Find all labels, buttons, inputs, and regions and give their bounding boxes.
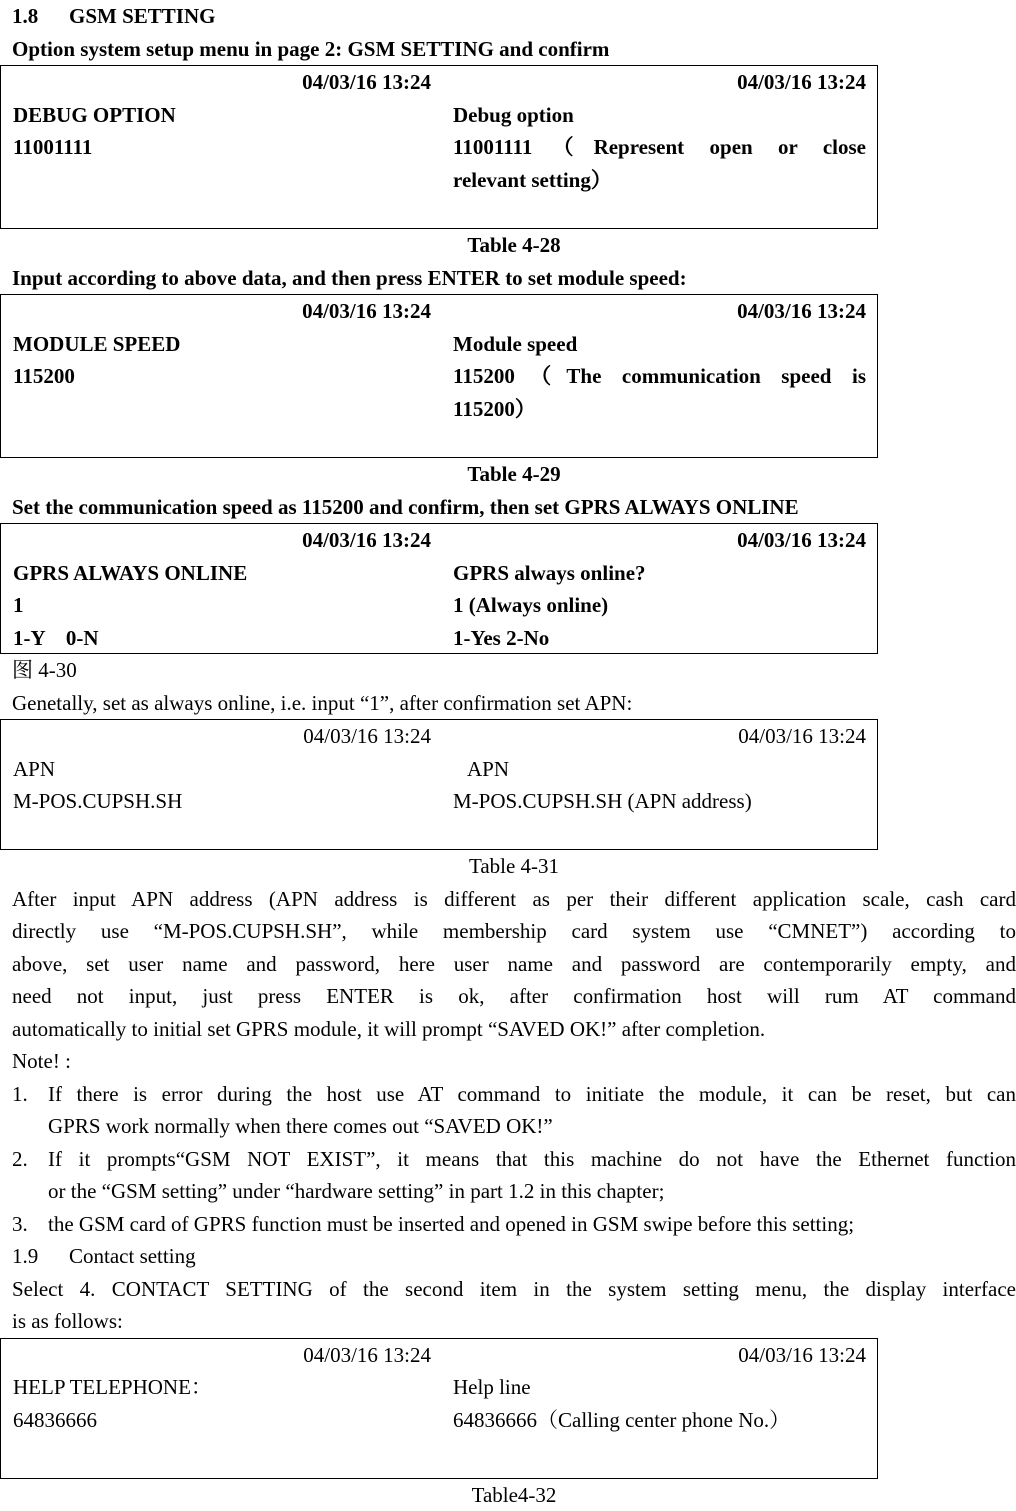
- screen-value: M-POS.CUPSH.SH: [13, 785, 453, 818]
- paragraph-line: need not input, just press ENTER is ok, after confirmation host will rum AT command: [12, 980, 1016, 1013]
- screen-table-4-28: [0, 65, 878, 229]
- apn-paragraph: [12, 883, 1016, 1046]
- screen-table-4-30: [0, 523, 878, 654]
- screen-label: APN: [13, 753, 453, 786]
- timestamp-left: 04/03/16 13:24: [13, 720, 453, 753]
- paragraph-line: is as follows:: [12, 1305, 1016, 1338]
- note-number: 3.: [12, 1208, 48, 1241]
- timestamp-right: 04/03/16 13:24: [453, 720, 866, 753]
- note-item: [12, 1078, 1016, 1143]
- screen-table-4-32: [0, 1338, 878, 1479]
- timestamp-left: 04/03/16 13:24: [13, 1339, 453, 1372]
- table-caption: Table 4-31: [12, 850, 1016, 883]
- screen-desc: Help line: [453, 1371, 866, 1404]
- timestamp-right: 04/03/16 13:24: [453, 1339, 866, 1372]
- section-number: 1.8: [12, 0, 69, 33]
- note-number: 2.: [12, 1143, 48, 1176]
- screen-desc: 1-Yes 2-No: [453, 622, 866, 655]
- note-number: 1.: [12, 1078, 48, 1111]
- screen-desc: relevant setting）: [453, 164, 866, 197]
- screen-options: 1-Y 0-N: [13, 622, 453, 655]
- screen-desc: GPRS always online?: [453, 557, 866, 590]
- section-title: Contact setting: [69, 1244, 196, 1268]
- document-page: [12, 0, 1016, 1511]
- note-item: [12, 1143, 1016, 1208]
- note-line: GPRS work normally when there comes out “SAVED OK!”: [48, 1110, 1016, 1143]
- screen-desc: M-POS.CUPSH.SH (APN address): [453, 785, 866, 818]
- screen-desc: APN: [453, 753, 866, 786]
- table-caption: 图 4-30: [12, 654, 1016, 687]
- screen-desc: 1 (Always online): [453, 589, 866, 622]
- intro-text: Genetally, set as always online, i.e. input “1”, after confirmation set APN:: [12, 687, 1016, 720]
- intro-text: Set the communication speed as 115200 and confirm, then set GPRS ALWAYS ONLINE: [12, 491, 1016, 524]
- paragraph-line: automatically to initial set GPRS module, it will prompt “SAVED OK!” after completion.: [12, 1013, 1016, 1046]
- note-item: [12, 1208, 1016, 1241]
- timestamp-right: 04/03/16 13:24: [453, 295, 866, 328]
- note-line: or the “GSM setting” under “hardware setting” in part 1.2 in this chapter;: [48, 1175, 1016, 1208]
- timestamp-left: 04/03/16 13:24: [13, 295, 453, 328]
- contact-paragraph: [12, 1273, 1016, 1338]
- screen-label: GPRS ALWAYS ONLINE: [13, 557, 453, 590]
- note-line: the GSM card of GPRS function must be inserted and opened in GSM swipe before this setting;: [48, 1208, 1016, 1241]
- section-number: 1.9: [12, 1240, 69, 1273]
- timestamp-right: 04/03/16 13:24: [453, 66, 866, 99]
- section-title: GSM SETTING: [69, 4, 215, 28]
- paragraph-line: above, set user name and password, here user name and password are contemporarily empty, and: [12, 948, 1016, 981]
- table-caption: Table 4-29: [12, 458, 1016, 491]
- note-line: If there is error during the host use AT command to initiate the module, it can be reset, but can: [48, 1078, 1016, 1111]
- section-heading-1-9: [12, 1240, 1016, 1273]
- screen-value: 11001111: [13, 131, 453, 164]
- screen-value: 64836666: [13, 1404, 453, 1437]
- screen-desc: 115200（The communication speed is: [453, 360, 866, 393]
- note-line: If it prompts“GSM NOT EXIST”, it means that this machine do not have the Ethernet function: [48, 1143, 1016, 1176]
- paragraph-line: After input APN address (APN address is different as per their different application scale, cash card: [12, 883, 1016, 916]
- screen-desc: 11001111（Represent open or close: [453, 131, 866, 164]
- screen-desc: Module speed: [453, 328, 866, 361]
- section-heading-1-8: [12, 0, 1016, 33]
- timestamp-right: 04/03/16 13:24: [453, 524, 866, 557]
- note-label: Note! :: [12, 1045, 1016, 1078]
- screen-table-4-31: [0, 719, 878, 850]
- screen-table-4-29: [0, 294, 878, 458]
- screen-label: DEBUG OPTION: [13, 99, 453, 132]
- screen-label: MODULE SPEED: [13, 328, 453, 361]
- intro-text: Input according to above data, and then press ENTER to set module speed:: [12, 262, 1016, 295]
- screen-value: 115200: [13, 360, 453, 393]
- screen-desc: Debug option: [453, 99, 866, 132]
- paragraph-line: directly use “M-POS.CUPSH.SH”, while membership card system use “CMNET”) according to: [12, 915, 1016, 948]
- table-caption: Table 4-28: [12, 229, 1016, 262]
- paragraph-line: Select 4. CONTACT SETTING of the second item in the system setting menu, the display interface: [12, 1273, 1016, 1306]
- screen-desc: 115200）: [453, 393, 866, 426]
- timestamp-left: 04/03/16 13:24: [13, 66, 453, 99]
- timestamp-left: 04/03/16 13:24: [13, 524, 453, 557]
- intro-text: Option system setup menu in page 2: GSM SETTING and confirm: [12, 33, 1016, 66]
- table-caption: Table4-32: [12, 1479, 1016, 1511]
- screen-desc: 64836666（Calling center phone No.）: [453, 1404, 866, 1437]
- screen-label: HELP TELEPHONE：: [13, 1371, 453, 1404]
- screen-value: 1: [13, 589, 453, 622]
